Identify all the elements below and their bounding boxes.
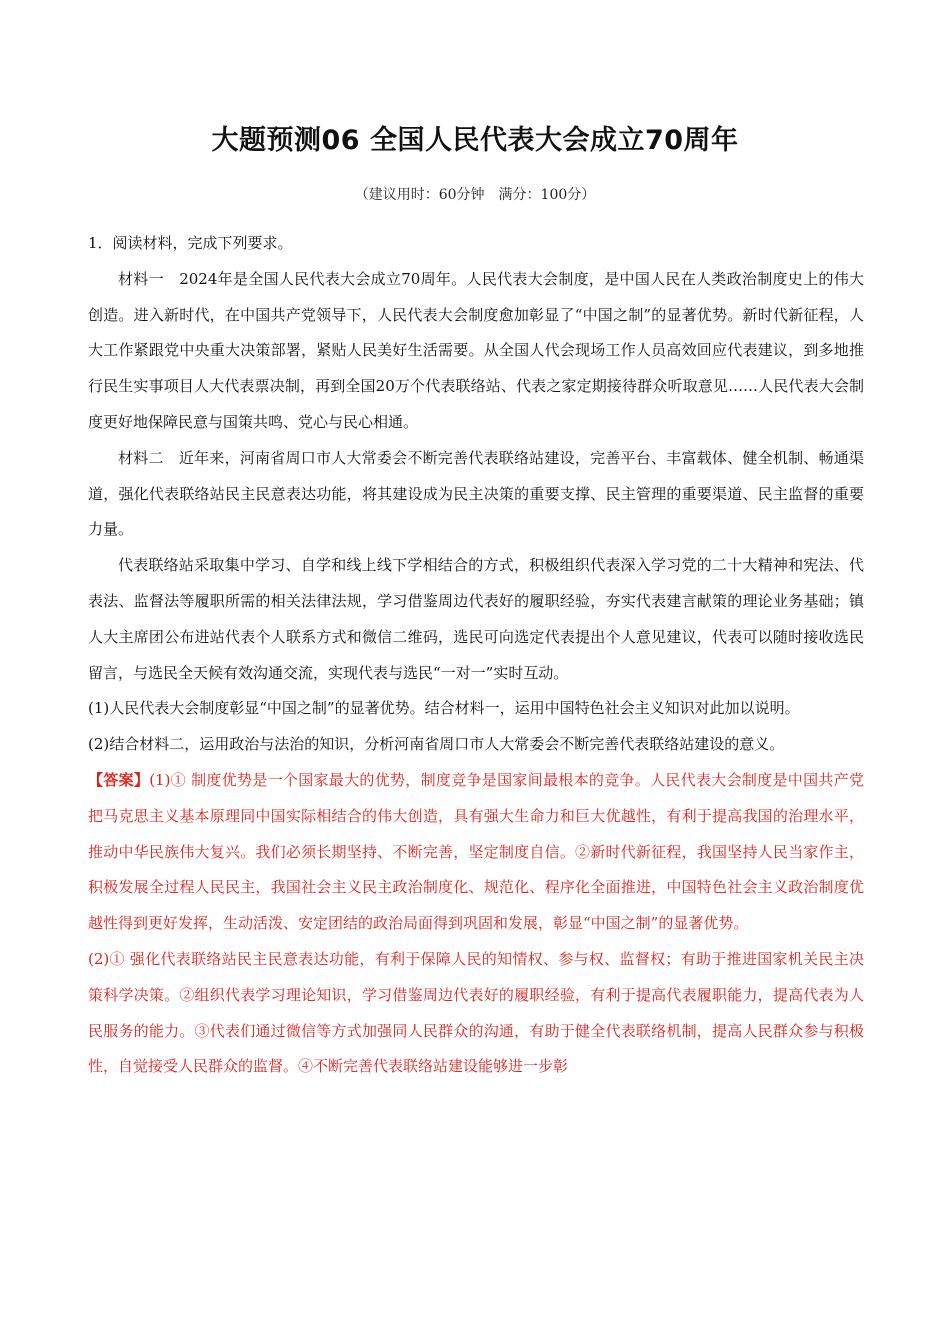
material-two: 材料二 近年来，河南省周口市人大常委会不断完善代表联络站建设，完善平台、丰富载体、健全机制、畅通渠道，强化代表联络站民主民意表达功能，将其建设成为民主决策的重要支撑、民主管理的重要渠道、民主监督的重要力量。 [88, 448, 864, 539]
question-intro: 1．阅读材料，完成下列要求。 [88, 234, 293, 252]
answer-label: 【答案】 [88, 770, 150, 789]
page-title: 大题预测06 全国人民代表大会成立70周年 [211, 125, 739, 156]
sub-question-1: (1)人民代表大会制度彰显“中国之制”的显著优势。结合材料一，运用中国特色社会主义知识对此加以说明。 [88, 699, 800, 718]
answer-part-2: (2)① 强化代表联络站民主民意表达功能，有利于保障人民的知情权、参与权、监督权；有助于推进国家机关民主决策科学决策。②组织代表学习理论知识，学习借鉴周边代表好的履职经验，有利于提高代表履职能力，提高代表为人民服务的能力。③代表们通过微信等方式加强同人民群众的沟通，有助于健全代表联络机制，提高人民群众参与积极性，自觉接受人民群众的监督。④不断完善代表联络站建设能够进一步彰 [88, 949, 864, 1076]
material-two-continued: 代表联络站采取集中学习、自学和线上线下学相结合的方式，积极组织代表深入学习党的二十大精神和宪法、代表法、监督法等履职所需的相关法律法规，学习借鉴周边代表好的履职经验，夯实代表建言献策的理论业务基础；镇人大主席团公布进站代表个人联系方式和微信二维码，选民可向选定代表提出个人意见建议，代表可以随时接收选民留言，与选民全天候有效沟通交流，实现代表与选民“一对一”实时互动。 [88, 556, 864, 682]
material-one: 材料一 2024年是全国人民代表大会成立70周年。人民代表大会制度，是中国人民在人类政治制度史上的伟大创造。进入新时代，在中国共产党领导下，人民代表大会制度愈加彰显了“中国之制”的显著优势。新时代新征程，人大工作紧跟党中央重大决策部署，紧贴人民美好生活需要。从全国人代会现场工作人员高效回应代表建议，到多地推行民生实事项目人大代表票决制，再到全国20万个代表联络站、代表之家定期接待群众听取意见……人民代表大会制度更好地保障民意与国策共鸣、党心与民心相通。 [88, 269, 864, 431]
time-score-note: （建议用时：60分钟 满分：100分） [354, 187, 596, 203]
answer-part-1-text: (1)① 制度优势是一个国家最大的优势，制度竞争是国家间最根本的竞争。人民代表大会制度是中国共产党把马克思主义基本原理同中国实际相结合的伟大创造，具有强大生命力和巨大优越性，有利于提高我国的治理水平，推动中华民族伟大复兴。我们必须长期坚持、不断完善，坚定制度自信。②新时代新征程，我国坚持人民当家作主，积极发展全过程人民民主，我国社会主义民主政治制度化、规范化、程序化全面推进，中国特色社会主义政治制度优越性得到更好发挥，生动活泼、安定团结的政治局面得到巩固和发展，彰显“中国之制”的显著优势。 [88, 770, 864, 933]
document-body [88, 226, 864, 1085]
sub-question-2: (2)结合材料二，运用政治与法治的知识，分析河南省周口市人大常委会不断完善代表联络站建设的意义。 [88, 735, 785, 754]
answer-part-1 [88, 763, 864, 942]
